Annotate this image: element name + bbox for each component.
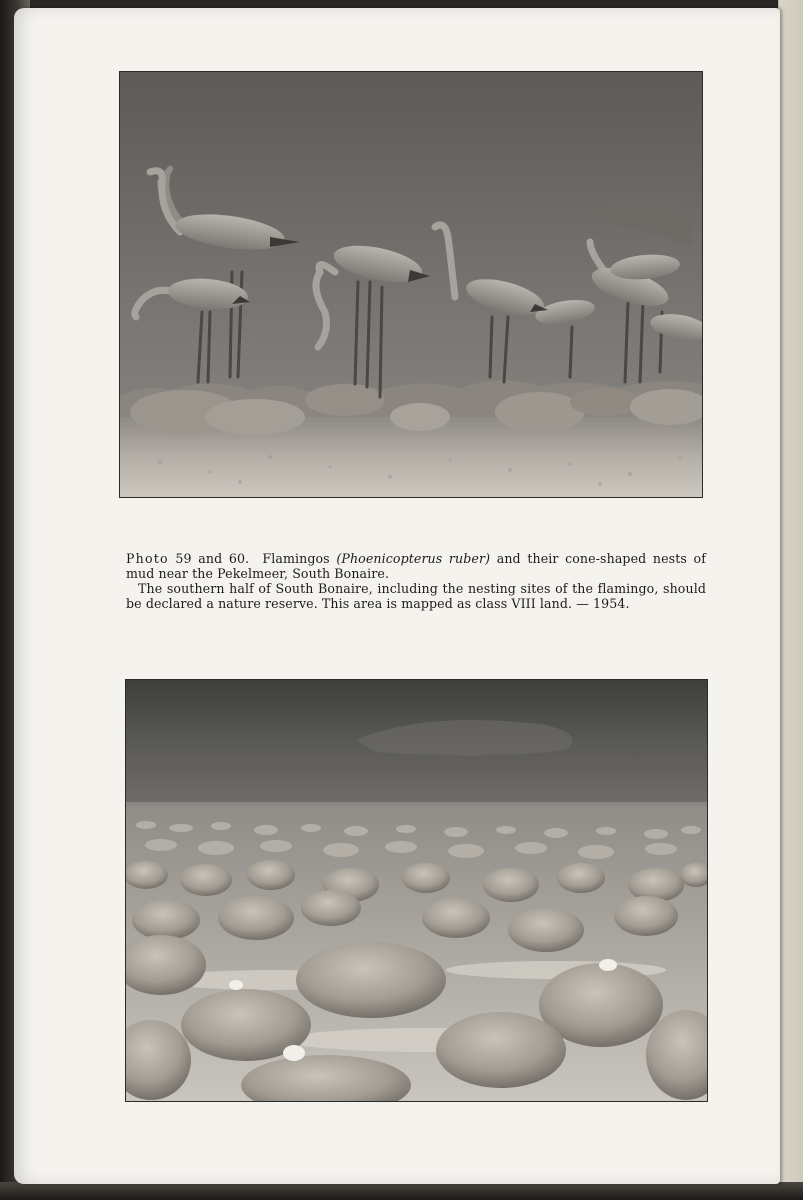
next-page-edge: [778, 0, 803, 1200]
flamingo-photo: [119, 71, 703, 498]
caption-paragraph-2: The southern half of South Bonaire, including the nesting sites of the flamingo, should be declared a nature reserve. This area is mapped as class VIII land. — 1954.: [126, 581, 706, 611]
nest-field-photo: [125, 679, 708, 1102]
caption-photo-label: Photo: [126, 551, 169, 566]
caption-paragraph-1: [126, 551, 706, 581]
caption-photo-numbers: 59 and 60.: [175, 551, 250, 566]
caption-description: and their cone-shaped nests of mud near the Pekelmeer, South Bonaire.: [126, 551, 706, 581]
caption-species-name: (Phoenicopterus ruber): [336, 551, 491, 566]
scan-background-bottom: [0, 1182, 803, 1200]
photo-caption: [126, 551, 706, 611]
nest-field-photo-image: [126, 680, 707, 1101]
caption-subject: Flamingos: [262, 551, 330, 566]
flamingo-photo-image: [120, 72, 702, 497]
